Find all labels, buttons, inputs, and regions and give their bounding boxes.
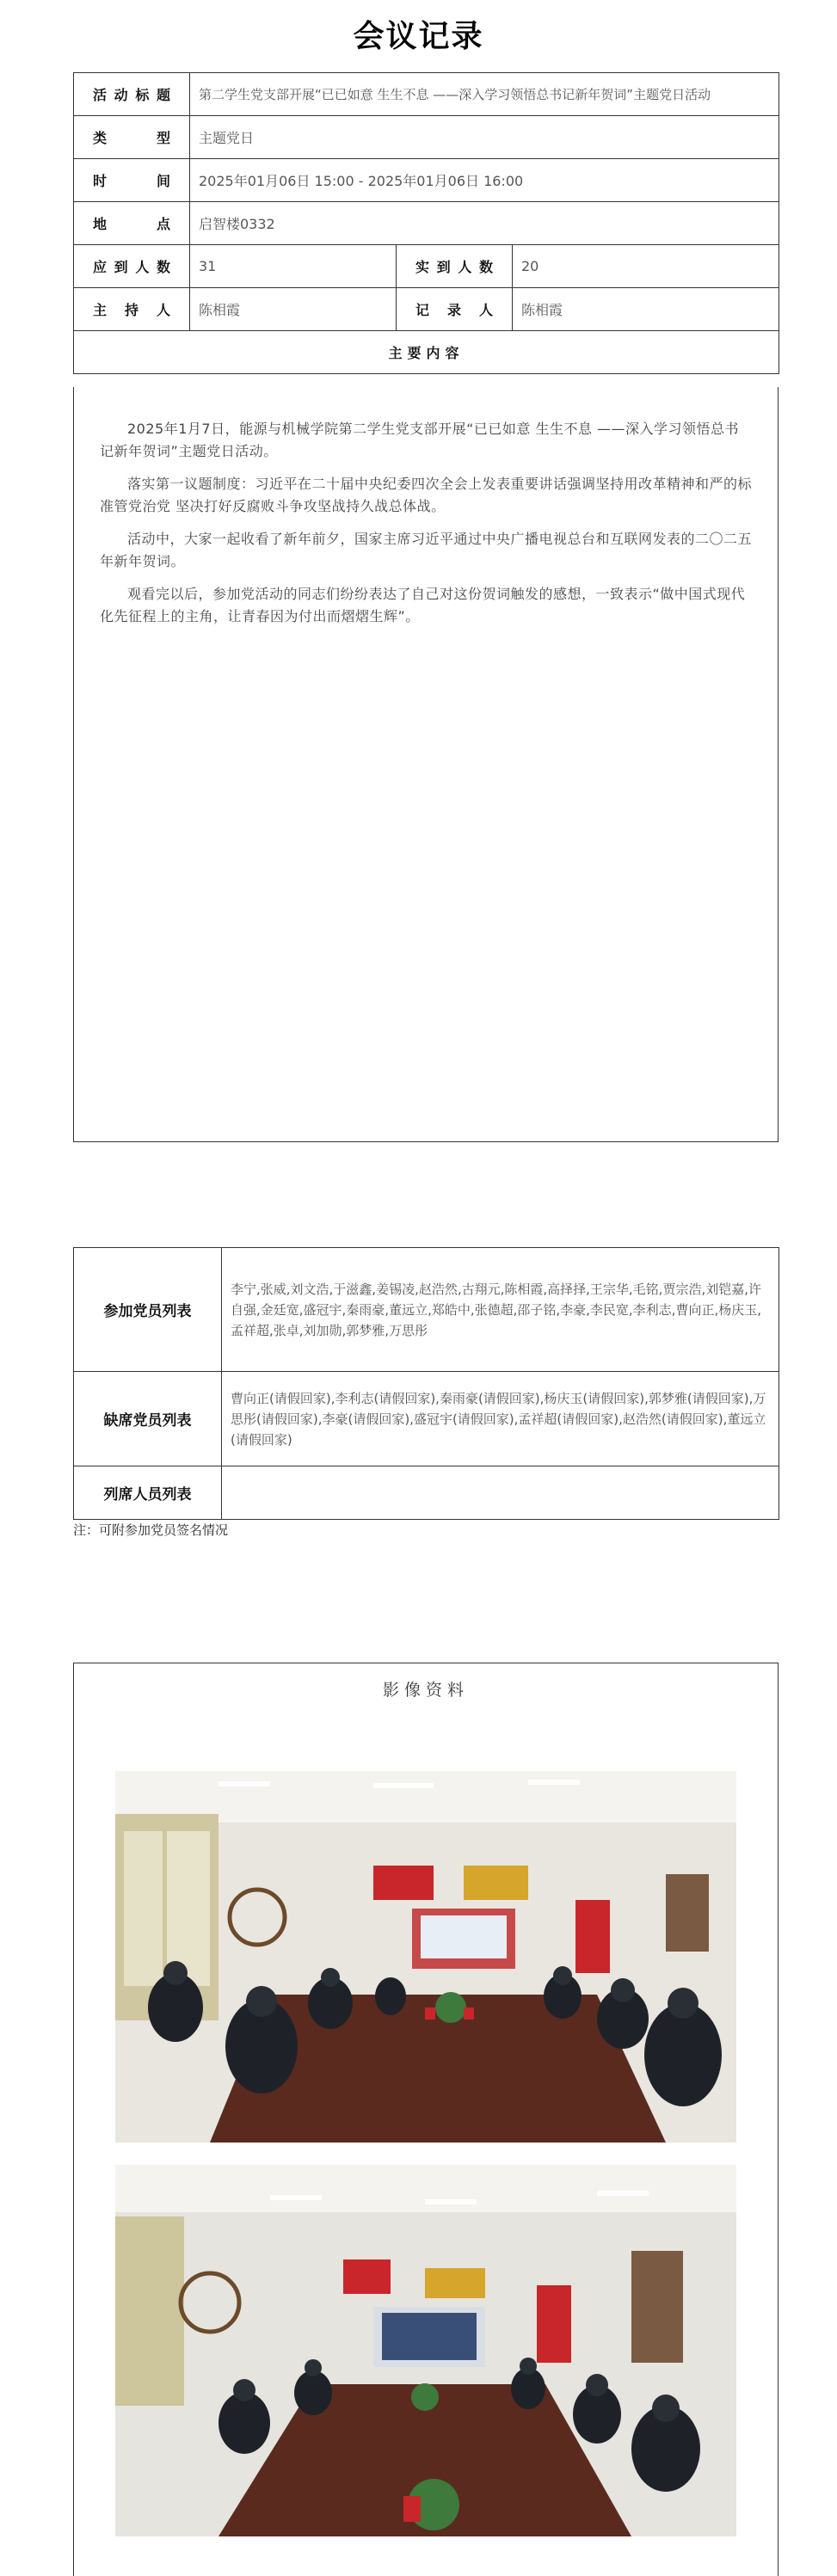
- meeting-photo-2: [115, 2165, 736, 2536]
- row-time: [74, 159, 779, 202]
- signature-note: 注：可附参加党员签名情况: [73, 1522, 229, 1538]
- place-value: 启智楼0332: [190, 202, 779, 245]
- actual-count-value: 20: [513, 245, 779, 288]
- place-label: 地点: [74, 202, 190, 245]
- row-counts: [74, 245, 779, 288]
- row-attendees: [74, 1466, 779, 1520]
- content-header: 主要内容: [74, 331, 779, 374]
- recorder-label: 记录人: [397, 288, 513, 331]
- main-content: [73, 387, 779, 1142]
- document-title: 会议记录: [353, 18, 484, 54]
- actual-count-label: 实到人数: [397, 245, 513, 288]
- time-label: 时间: [74, 159, 190, 202]
- attendees-list: [222, 1466, 779, 1520]
- members-table: [73, 1247, 779, 1520]
- present-members-list: 李宁,张威,刘文浩,于滋鑫,姜锡凌,赵浩然,古翔元,陈相霞,高择择,王宗华,毛铭,贾宗浩,刘铠嘉,许自强,金廷宽,盛冠宇,秦雨豪,董远立,郑皓中,张德超,邵子铭,李豪,李民宽,李利志,曹向正,杨庆玉,孟祥超,张卓,刘加勋,郭梦雅,万思彤: [222, 1248, 779, 1372]
- row-host-recorder: [74, 288, 779, 331]
- row-activity-title: [74, 73, 779, 116]
- content-paragraph-4: 观看完以后，参加党活动的同志们纷纷表达了自己对这份贺词触发的感想，一致表示“做中国式现代化先征程上的主角，让青春因为付出而熠熠生辉”。: [100, 586, 746, 624]
- absent-members-list: 曹向正(请假回家),李利志(请假回家),秦雨豪(请假回家),杨庆玉(请假回家),郭梦雅(请假回家),万思彤(请假回家),李豪(请假回家),盛冠宇(请假回家),孟祥超(请假回家),赵浩然(请假回家),董远立(请假回家): [222, 1372, 779, 1466]
- type-value: 主题党日: [190, 116, 779, 159]
- row-place: [74, 202, 779, 245]
- time-value: 2025年01月06日 15:00 - 2025年01月06日 16:00: [190, 159, 779, 202]
- row-type: [74, 116, 779, 159]
- type-label: 类型: [74, 116, 190, 159]
- row-present-members: [74, 1248, 779, 1372]
- present-members-label: 参加党员列表: [74, 1248, 222, 1372]
- expected-count-label: 应到人数: [74, 245, 190, 288]
- activity-title-value: 第二学生党支部开展“已已如意 生生不息 ——深入学习领悟总书记新年贺词”主题党日活动: [190, 73, 779, 116]
- image-section-title: 影像资料: [382, 1681, 469, 1700]
- content-paragraph-1: 2025年1月7日，能源与机械学院第二学生党支部开展“已已如意 生生不息 ——深入学习领悟总书记新年贺词”主题党日活动。: [100, 421, 740, 459]
- meeting-photo-1: [115, 1771, 736, 2143]
- attendees-label: 列席人员列表: [74, 1466, 222, 1520]
- expected-count-value: 31: [190, 245, 397, 288]
- recorder-value: 陈相霞: [513, 288, 779, 331]
- content-paragraph-2: 落实第一议题制度：习近平在二十届中央纪委四次全会上发表重要讲话强调坚持用改革精神和严的标准管党治党 坚决打好反腐败斗争攻坚战持久战总体战。: [100, 476, 753, 514]
- absent-members-label: 缺席党员列表: [74, 1372, 222, 1466]
- row-content-header: [74, 331, 779, 374]
- host-label: 主持人: [74, 288, 190, 331]
- row-absent-members: [74, 1372, 779, 1466]
- meeting-info-table: [73, 72, 779, 374]
- content-paragraph-3: 活动中，大家一起收看了新年前夕，国家主席习近平通过中央广播电视总台和互联网发表的二〇二五年新年贺词。: [100, 531, 753, 569]
- image-section: [73, 1663, 779, 2576]
- host-value: 陈相霞: [190, 288, 397, 331]
- activity-title-label: 活动标题: [74, 73, 190, 116]
